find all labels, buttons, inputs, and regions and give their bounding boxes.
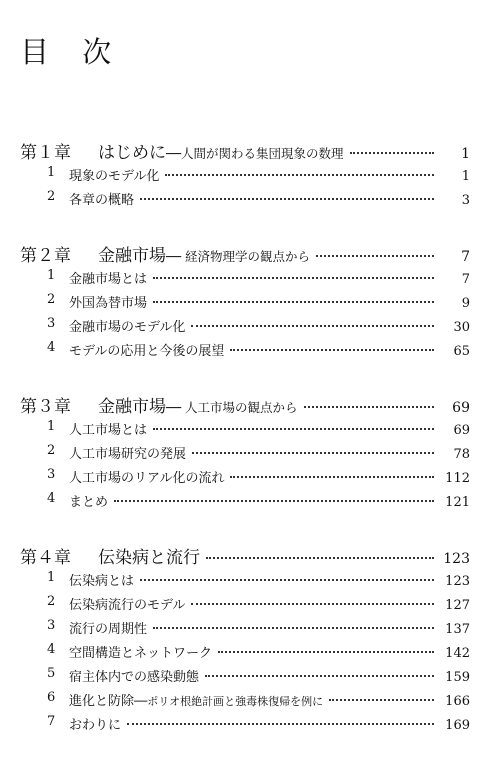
section-number: 1 bbox=[47, 570, 56, 585]
dot-leader bbox=[140, 579, 434, 581]
section-title-wrap bbox=[69, 690, 323, 709]
dot-leader bbox=[191, 325, 434, 327]
section-title: モデルの応用と今後の展望 bbox=[69, 344, 225, 359]
chapter-page-number: 7 bbox=[461, 249, 470, 265]
chapter-page-number: 123 bbox=[443, 551, 470, 567]
dot-leader bbox=[206, 557, 434, 559]
chapter-title: はじめに bbox=[98, 143, 166, 163]
section-title-wrap bbox=[69, 268, 147, 287]
section-subtitle: ──ポリオ根絶計画と強毒株復帰を例に bbox=[134, 695, 324, 708]
dot-leader bbox=[329, 699, 434, 701]
section-page-number: 159 bbox=[445, 670, 470, 685]
chapter-title-wrap bbox=[98, 138, 344, 163]
section-entry[interactable] bbox=[0, 618, 500, 642]
chapter-entry[interactable] bbox=[0, 138, 500, 165]
dot-leader bbox=[350, 152, 434, 154]
section-page-number: 69 bbox=[453, 423, 470, 438]
chapter-title-wrap bbox=[98, 392, 298, 417]
section-title: 金融市場とは bbox=[69, 272, 148, 287]
section-page-number: 65 bbox=[453, 344, 470, 359]
section-page-number: 121 bbox=[445, 495, 470, 510]
section-number: 2 bbox=[47, 292, 56, 307]
dot-leader bbox=[165, 174, 434, 176]
dot-leader bbox=[153, 301, 434, 303]
section-entry[interactable] bbox=[0, 690, 500, 714]
section-number: 4 bbox=[47, 491, 56, 506]
section-number: 1 bbox=[47, 268, 56, 283]
chapter-page-number: 1 bbox=[461, 146, 470, 162]
section-title-wrap bbox=[69, 618, 147, 637]
dot-leader bbox=[140, 198, 434, 200]
section-page-number: 78 bbox=[453, 447, 470, 462]
section-title: 流行の周期性 bbox=[69, 622, 148, 637]
section-number: 1 bbox=[47, 419, 56, 434]
chapter-subtitle: ── 経済物理学の観点から bbox=[166, 249, 311, 264]
section-number: 3 bbox=[47, 467, 56, 482]
section-entry[interactable] bbox=[0, 642, 500, 666]
dot-leader bbox=[114, 500, 434, 502]
section-entry[interactable] bbox=[0, 292, 500, 316]
section-title-wrap bbox=[69, 189, 134, 208]
section-entry[interactable] bbox=[0, 491, 500, 515]
section-title: 進化と防除 bbox=[69, 694, 135, 709]
section-entry[interactable] bbox=[0, 467, 500, 491]
chapter-block bbox=[0, 392, 500, 515]
chapter-entry[interactable] bbox=[0, 241, 500, 268]
table-of-contents bbox=[0, 138, 500, 766]
dot-leader bbox=[153, 627, 434, 629]
section-title-wrap bbox=[69, 666, 199, 685]
dot-leader bbox=[304, 406, 434, 408]
chapter-number: 第２章 bbox=[20, 246, 71, 266]
dot-leader bbox=[316, 255, 434, 257]
section-title: 伝染病流行のモデル bbox=[69, 598, 186, 613]
chapter-block bbox=[0, 241, 500, 364]
section-page-number: 127 bbox=[445, 598, 470, 613]
section-entry[interactable] bbox=[0, 165, 500, 189]
section-page-number: 3 bbox=[461, 193, 470, 208]
section-title: 外国為替市場 bbox=[69, 296, 148, 311]
section-entry[interactable] bbox=[0, 666, 500, 690]
section-title: 人工市場とは bbox=[69, 423, 148, 438]
chapter-title-wrap bbox=[98, 241, 310, 266]
chapter-title: 金融市場 bbox=[98, 246, 166, 266]
chapter-subtitle: ── 人工市場の観点から bbox=[166, 400, 298, 415]
section-entry[interactable] bbox=[0, 268, 500, 292]
chapter-entry[interactable] bbox=[0, 543, 500, 570]
section-title-wrap bbox=[69, 419, 147, 438]
section-number: 2 bbox=[47, 443, 56, 458]
section-page-number: 169 bbox=[445, 718, 470, 733]
section-entry[interactable] bbox=[0, 443, 500, 467]
section-title: 現象のモデル化 bbox=[69, 169, 160, 184]
dot-leader bbox=[205, 675, 434, 677]
chapter-number: 第４章 bbox=[20, 548, 71, 568]
chapter-title: 伝染病と流行 bbox=[98, 548, 200, 568]
section-number: 5 bbox=[47, 666, 56, 681]
section-title-wrap bbox=[69, 642, 212, 661]
section-title: 人工市場のリアル化の流れ bbox=[69, 471, 225, 486]
section-title: まとめ bbox=[69, 495, 109, 510]
section-number: 4 bbox=[47, 642, 56, 657]
section-title-wrap bbox=[69, 570, 134, 589]
chapter-number: 第３章 bbox=[20, 397, 71, 417]
dot-leader bbox=[230, 476, 434, 478]
section-page-number: 30 bbox=[453, 320, 470, 335]
dot-leader bbox=[153, 428, 434, 430]
page-title: 目 次 bbox=[20, 35, 124, 69]
section-entry[interactable] bbox=[0, 340, 500, 364]
dot-leader bbox=[127, 723, 434, 725]
section-number: 6 bbox=[47, 690, 56, 705]
chapter-entry[interactable] bbox=[0, 392, 500, 419]
section-entry[interactable] bbox=[0, 419, 500, 443]
section-title-wrap bbox=[69, 340, 224, 359]
section-title-wrap bbox=[69, 491, 108, 510]
chapter-title: 金融市場 bbox=[98, 397, 166, 417]
section-title-wrap bbox=[69, 316, 185, 335]
chapter-block bbox=[0, 543, 500, 738]
section-title: おわりに bbox=[69, 718, 122, 733]
dot-leader bbox=[153, 277, 434, 279]
section-title: 人工市場研究の発展 bbox=[69, 447, 187, 462]
section-title-wrap bbox=[69, 443, 186, 462]
section-entry[interactable] bbox=[0, 189, 500, 213]
section-title-wrap bbox=[69, 467, 224, 486]
section-entry[interactable] bbox=[0, 714, 500, 738]
section-page-number: 166 bbox=[445, 694, 470, 709]
section-page-number: 123 bbox=[445, 574, 470, 589]
chapter-page-number: 69 bbox=[452, 400, 470, 416]
section-page-number: 112 bbox=[445, 471, 470, 486]
section-entry[interactable] bbox=[0, 570, 500, 594]
section-number: 2 bbox=[47, 594, 56, 609]
section-title: 各章の概略 bbox=[69, 193, 135, 208]
section-entry[interactable] bbox=[0, 316, 500, 340]
section-number: 7 bbox=[47, 714, 56, 729]
section-number: 3 bbox=[47, 618, 56, 633]
chapter-number: 第１章 bbox=[20, 143, 71, 163]
section-page-number: 137 bbox=[445, 622, 470, 637]
dot-leader bbox=[191, 603, 434, 605]
section-number: 1 bbox=[47, 165, 56, 180]
section-page-number: 9 bbox=[461, 296, 470, 311]
section-number: 3 bbox=[47, 316, 56, 331]
chapter-title-wrap bbox=[98, 543, 200, 568]
section-title-wrap bbox=[69, 292, 147, 311]
chapter-block bbox=[0, 138, 500, 213]
section-number: 2 bbox=[47, 189, 56, 204]
section-number: 4 bbox=[47, 340, 56, 355]
dot-leader bbox=[218, 651, 434, 653]
section-title: 金融市場のモデル化 bbox=[69, 320, 186, 335]
section-title-wrap bbox=[69, 165, 159, 184]
section-entry[interactable] bbox=[0, 594, 500, 618]
section-page-number: 142 bbox=[445, 646, 470, 661]
dot-leader bbox=[192, 452, 434, 454]
section-page-number: 7 bbox=[461, 272, 470, 287]
section-title-wrap bbox=[69, 714, 121, 733]
section-page-number: 1 bbox=[461, 169, 470, 184]
section-title-wrap bbox=[69, 594, 185, 613]
chapter-subtitle: ──人間が関わる集団現象の数理 bbox=[166, 146, 344, 161]
section-title: 伝染病とは bbox=[69, 574, 135, 589]
section-title: 宿主体内での感染動態 bbox=[69, 670, 200, 685]
dot-leader bbox=[230, 349, 434, 351]
section-title: 空間構造とネットワーク bbox=[69, 646, 213, 661]
